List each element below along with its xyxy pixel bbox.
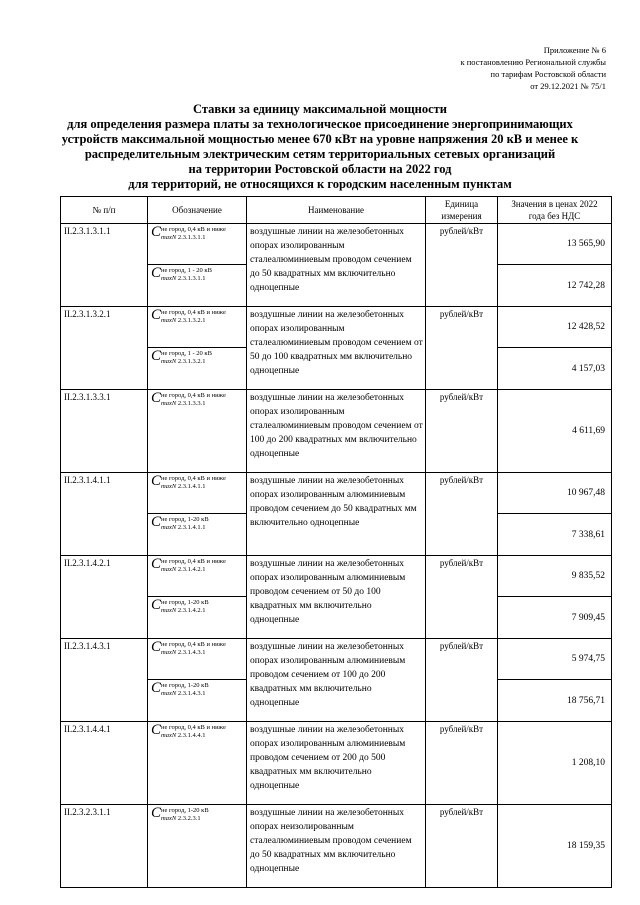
table-row: [61, 722, 612, 805]
designation-symbol: [148, 680, 246, 698]
symbol-superscript: не город, 1-20 кВ: [161, 682, 209, 689]
symbol-letter: C: [151, 514, 162, 530]
unit-cell: рублей/кВт: [426, 473, 498, 556]
symbol-scripts: [161, 807, 209, 823]
symbol-scripts: [161, 599, 209, 615]
symbol-superscript: не город, 0,4 кВ и ниже: [161, 641, 226, 648]
header-name: Наименование: [247, 197, 426, 224]
designation-symbol: [148, 514, 246, 532]
row-number: II.2.3.1.4.3.1: [61, 639, 148, 722]
symbol-letter: C: [151, 348, 162, 364]
rate-value: 10 967,48: [498, 473, 612, 514]
rate-value: 4 611,69: [498, 390, 612, 473]
designation-cell: [148, 224, 247, 265]
designation-symbol: [148, 224, 246, 242]
symbol-letter: C: [151, 722, 162, 738]
symbol-subscript: maxN 2.3.1.3.1.1: [161, 275, 206, 282]
symbol-scripts: [161, 516, 209, 532]
unit-cell: рублей/кВт: [426, 722, 498, 805]
designation-cell: [148, 680, 247, 722]
appendix-note: [460, 44, 606, 92]
designation-cell: [148, 514, 247, 556]
designation-symbol: [148, 639, 246, 657]
table-row: [61, 556, 612, 597]
rate-value: 9 835,52: [498, 556, 612, 597]
table-row: [61, 805, 612, 888]
rate-value: 18 756,71: [498, 680, 612, 722]
symbol-subscript: maxN 2.3.1.4.1.1: [161, 483, 206, 490]
rate-value: 5 974,75: [498, 639, 612, 680]
designation-cell: [148, 639, 247, 680]
designation-symbol: [148, 722, 246, 740]
designation-symbol: [148, 348, 246, 366]
symbol-letter: C: [151, 680, 162, 696]
designation-cell: [148, 805, 247, 888]
symbol-letter: C: [151, 307, 162, 323]
symbol-scripts: [161, 267, 212, 283]
symbol-scripts: [161, 558, 226, 574]
rate-value: 7 909,45: [498, 597, 612, 639]
table-row: [61, 473, 612, 514]
row-number: II.2.3.1.4.1.1: [61, 473, 148, 556]
header-designation: Обозначение: [148, 197, 247, 224]
title-line: для определения размера платы за технологическое присоединение энергопринимающих: [67, 117, 573, 131]
appendix-line: от 29.12.2021 № 75/1: [530, 81, 606, 91]
symbol-subscript: maxN 2.3.1.4.2.1: [161, 566, 206, 573]
row-number: II.2.3.1.3.2.1: [61, 307, 148, 390]
symbol-letter: C: [151, 265, 162, 281]
symbol-scripts: [161, 226, 226, 242]
row-number: II.2.3.1.3.3.1: [61, 390, 148, 473]
header-unit: Единица измерения: [426, 197, 498, 224]
table-row: [61, 390, 612, 473]
unit-cell: рублей/кВт: [426, 805, 498, 888]
designation-symbol: [148, 307, 246, 325]
table-row: [61, 639, 612, 680]
symbol-superscript: не город, 0,4 кВ и ниже: [161, 392, 226, 399]
symbol-letter: C: [151, 556, 162, 572]
symbol-superscript: не город, 0,4 кВ и ниже: [161, 724, 226, 731]
row-number: II.2.3.1.4.2.1: [61, 556, 148, 639]
unit-cell: рублей/кВт: [426, 390, 498, 473]
symbol-subscript: maxN 2.3.1.3.3.1: [161, 400, 206, 407]
header-value: Значения в ценах 2022 года без НДС: [498, 197, 612, 224]
unit-cell: рублей/кВт: [426, 224, 498, 307]
symbol-letter: C: [151, 473, 162, 489]
title-line: для территорий, не относящихся к городским населенным пунктам: [128, 177, 512, 191]
designation-symbol: [148, 265, 246, 283]
symbol-letter: C: [151, 805, 162, 821]
symbol-superscript: не город, 0,4 кВ и ниже: [161, 558, 226, 565]
line-description: воздушные линии на железобетонных опорах изолированным алюминиевым проводом сечением от 100 до 200 квадратных мм включительно одноцепные: [247, 639, 426, 722]
symbol-superscript: не город, 1 - 20 кВ: [161, 267, 212, 274]
unit-cell: рублей/кВт: [426, 307, 498, 390]
symbol-scripts: [161, 309, 226, 325]
rate-value: 12 742,28: [498, 265, 612, 307]
symbol-subscript: maxN 2.3.1.4.3.1: [161, 649, 206, 656]
symbol-scripts: [161, 724, 226, 740]
rate-value: 12 428,52: [498, 307, 612, 348]
symbol-scripts: [161, 641, 226, 657]
symbol-letter: C: [151, 639, 162, 655]
rate-value: 13 565,90: [498, 224, 612, 265]
table-row: [61, 224, 612, 265]
symbol-letter: C: [151, 224, 162, 240]
symbol-letter: C: [151, 390, 162, 406]
row-number: II.2.3.1.3.1.1: [61, 224, 148, 307]
designation-cell: [148, 265, 247, 307]
symbol-scripts: [161, 682, 209, 698]
document-title: [40, 102, 600, 192]
designation-cell: [148, 556, 247, 597]
appendix-line: к постановлению Региональной службы: [460, 57, 606, 67]
designation-symbol: [148, 473, 246, 491]
title-line: на территории Ростовской области на 2022 год: [188, 162, 452, 176]
symbol-scripts: [161, 392, 226, 408]
line-description: воздушные линии на железобетонных опорах изолированным алюминиевым проводом сечением от 50 до 100 квадратных мм включительно одноцепные: [247, 556, 426, 639]
symbol-scripts: [161, 350, 212, 366]
symbol-superscript: не город, 0,4 кВ и ниже: [161, 226, 226, 233]
row-number: II.2.3.1.4.4.1: [61, 722, 148, 805]
table-row: [61, 307, 612, 348]
title-line: Ставки за единицу максимальной мощности: [193, 102, 447, 116]
symbol-superscript: не город, 0,4 кВ и ниже: [161, 475, 226, 482]
designation-cell: [148, 597, 247, 639]
symbol-superscript: не город, 1 - 20 кВ: [161, 350, 212, 357]
symbol-letter: C: [151, 597, 162, 613]
designation-cell: [148, 473, 247, 514]
symbol-superscript: не город, 0,4 кВ и ниже: [161, 309, 226, 316]
rate-value: 4 157,03: [498, 348, 612, 390]
designation-symbol: [148, 597, 246, 615]
symbol-subscript: maxN 2.3.1.4.2.1: [161, 607, 206, 614]
rate-value: 7 338,61: [498, 514, 612, 556]
line-description: воздушные линии на железобетонных опорах изолированным сталеалюминиевым проводом сечением от 50 до 100 квадратных мм включительно одноцепные: [247, 307, 426, 390]
line-description: воздушные линии на железобетонных опорах неизолированным сталеалюминиевым проводом сечением до 50 квадратных мм включительно одноцепные: [247, 805, 426, 888]
appendix-line: по тарифам Ростовской области: [490, 69, 606, 79]
symbol-subscript: maxN 2.3.2.3.1: [161, 815, 201, 822]
rate-value: 1 208,10: [498, 722, 612, 805]
designation-cell: [148, 722, 247, 805]
symbol-subscript: maxN 2.3.1.3.2.1: [161, 317, 206, 324]
designation-cell: [148, 307, 247, 348]
title-line: устройств максимальной мощностью менее 670 кВт на уровне напряжения 20 кВ и менее к: [61, 132, 579, 146]
line-description: воздушные линии на железобетонных опорах изолированным сталеалюминиевым проводом сечением от 100 до 200 квадратных мм включительно одноцепные: [247, 390, 426, 473]
appendix-line: Приложение № 6: [543, 45, 606, 55]
header-num: № п/п: [61, 197, 148, 224]
symbol-superscript: не город, 1-20 кВ: [161, 516, 209, 523]
symbol-subscript: maxN 2.3.1.3.1.1: [161, 234, 206, 241]
symbol-superscript: не город, 1-20 кВ: [161, 807, 209, 814]
unit-cell: рублей/кВт: [426, 639, 498, 722]
title-line: распределительным электрическим сетям территориальных сетевых организаций: [84, 147, 556, 161]
designation-cell: [148, 348, 247, 390]
designation-cell: [148, 390, 247, 473]
line-description: воздушные линии на железобетонных опорах изолированным алюминиевым проводом сечением до 50 квадратных мм включительно одноцепные: [247, 473, 426, 556]
row-number: II.2.3.2.3.1.1: [61, 805, 148, 888]
designation-symbol: [148, 805, 246, 823]
unit-cell: рублей/кВт: [426, 556, 498, 639]
designation-symbol: [148, 556, 246, 574]
line-description: воздушные линии на железобетонных опорах изолированным сталеалюминиевым проводом сечением до 50 квадратных мм включительно одноцепные: [247, 224, 426, 307]
symbol-subscript: maxN 2.3.1.3.2.1: [161, 358, 206, 365]
symbol-subscript: maxN 2.3.1.4.3.1: [161, 690, 206, 697]
rates-table: [60, 196, 612, 888]
symbol-subscript: maxN 2.3.1.4.1.1: [161, 524, 206, 531]
symbol-subscript: maxN 2.3.1.4.4.1: [161, 732, 206, 739]
line-description: воздушные линии на железобетонных опорах изолированным алюминиевым проводом сечением от 200 до 500 квадратных мм включительно одноцепные: [247, 722, 426, 805]
rate-value: 18 159,35: [498, 805, 612, 888]
designation-symbol: [148, 390, 246, 408]
symbol-scripts: [161, 475, 226, 491]
symbol-superscript: не город, 1-20 кВ: [161, 599, 209, 606]
